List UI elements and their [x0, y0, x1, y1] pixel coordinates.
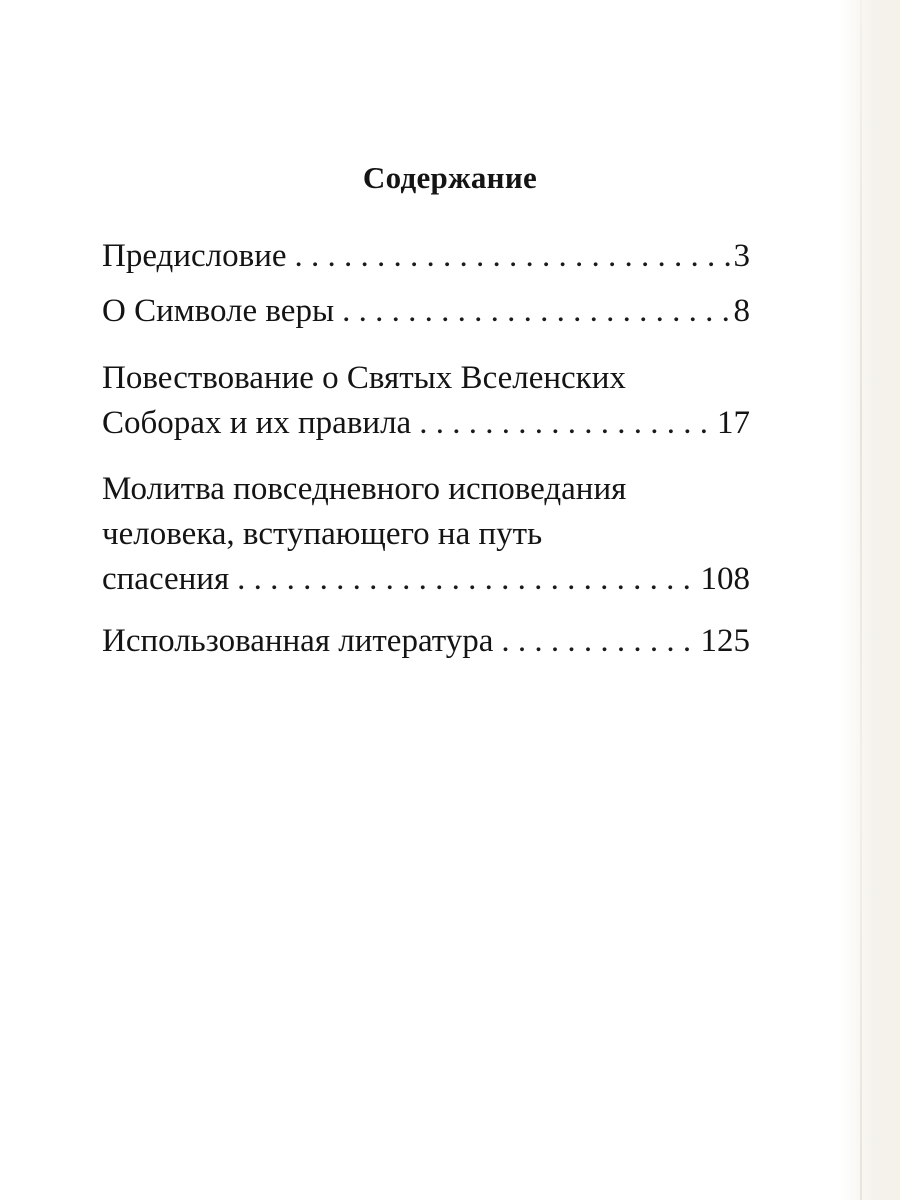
- toc-page-number: 3: [733, 238, 750, 274]
- toc-entry-title-line: спасения: [102, 561, 230, 597]
- table-of-contents: [102, 234, 750, 664]
- toc-entry-title-line: человека, вступающего на путь: [102, 516, 543, 552]
- toc-page-number: 108: [700, 561, 750, 597]
- toc-entry-title-line: Повествование о Святых Вселенских: [102, 360, 626, 396]
- toc-entry-creed: [102, 289, 750, 334]
- toc-entry-preface: [102, 234, 750, 279]
- toc-entry-line: [102, 557, 750, 602]
- toc-page-number: 17: [717, 405, 750, 441]
- toc-page-number: 125: [700, 623, 750, 659]
- toc-entry-line: [102, 619, 750, 664]
- toc-entry-title: Предисловие: [102, 238, 287, 274]
- dot-leader: [501, 619, 696, 664]
- toc-entry-title: Использованная литература: [102, 623, 494, 659]
- toc-entry-line: [102, 234, 750, 279]
- toc-entry-prayer: [102, 467, 750, 602]
- dot-leader: [237, 557, 696, 602]
- toc-page-number: 8: [733, 293, 750, 329]
- toc-entry-councils: [102, 356, 750, 446]
- toc-entry-literature: [102, 619, 750, 664]
- toc-heading: Содержание: [362, 160, 538, 195]
- dot-leader: [419, 401, 713, 446]
- dot-leader: [295, 234, 730, 279]
- toc-entry-title-line: Молитва повседневного исповедания: [102, 471, 627, 507]
- toc-entry-title-line: Соборах и их правила: [102, 405, 412, 441]
- toc-entry-title: О Символе веры: [102, 293, 335, 329]
- toc-entry-line: [102, 401, 750, 446]
- dot-leader: [342, 289, 729, 334]
- toc-entry-line: [102, 289, 750, 334]
